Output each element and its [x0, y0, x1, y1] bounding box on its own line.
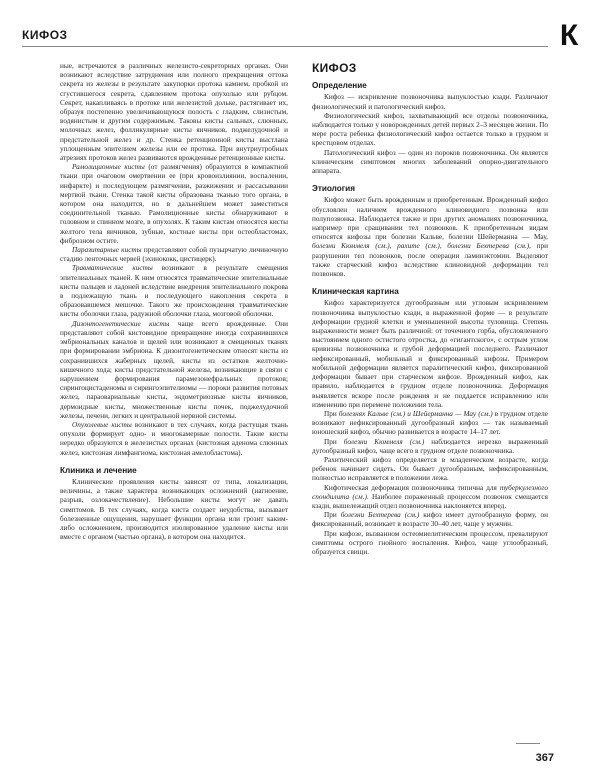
- index-letter-tab: К: [552, 18, 586, 54]
- section-0-paragraph: Кифоз — искривление позвоночника выпуклостью кзади. Различают физиологический и патологический кифоз.: [312, 93, 548, 111]
- article-title: КИФОЗ: [312, 61, 357, 75]
- section-0-paragraph: Физиологический кифоз, захватывающий все отделы позвоночника, наблюдается только у новорожденных детей первых 2–3 месяцев жизни. По мере роста ребенка физиологический кифоз остается только в грудном и крестцовом отделах.: [312, 111, 548, 148]
- header-divider: [22, 46, 548, 47]
- section-heading: Клиническая картина: [312, 287, 399, 297]
- left-column-section-paragraphs: [60, 478, 288, 542]
- left-column-paragraphs: [60, 62, 288, 458]
- section-2-paragraph: При болезни Бехтерева (см.) кифоз имеет дугообразную форму, он фиксированный, возникает в возрасте 30–40 лет, чаще у мужчин.: [312, 511, 548, 529]
- page-number: 367: [535, 752, 554, 764]
- section-2-paragraph: При кифозе, вызванном остеомиелитическим процессом, превалируют симптомы острого гнойного воспаления. Кифоз, чаще углообразный, образуется свищи.: [312, 529, 548, 556]
- running-header-title: КИФОЗ: [22, 28, 68, 42]
- section-2-paragraph: Рахитический кифоз определяется в младенческом возрасте, когда ребенок начинает сидеть. Он бывает дугообразным, нефиксированным, полностью исправляется в положении лежа.: [312, 455, 548, 483]
- left-column: [60, 62, 288, 542]
- section-heading: Определение: [312, 81, 367, 91]
- section-2-paragraph: При болезни Кюммеля (см.) наблюдается нерезко выраженный дугообразный кифоз, чаще всего в грудном отделе позвоночника.: [312, 437, 548, 455]
- clinic-treatment-paragraph: Клинические проявления кисты зависят от типа, локализации, величины, а также характера возникающих осложнений (нагноение, разрыв, озлокачествление). Небольшие кисты могут не давать симптомов. В тех случаях, когда киста создает неудобства, вызывает болезненные ощущения, нарушает функции органа или грозит каким-либо осложнением, производится изолированное удаление кисты или вместе с органом (частью органа), в котором она находится.: [60, 477, 288, 542]
- section-heading: Этиология: [312, 184, 355, 194]
- section-2-paragraph: Кифоз характеризуется дугообразным или угловым искривлением позвоночника выпуклостью кзади, в выраженной форме — в результате деформации грудной клетки и уменьшенной высоты туловища. Степень выраженности может быть различной: от точечного горба, обусловленного выстоянием одного остистого отростка, до «гигантского», с острым углом кривизны позвоночника и грубой деформацией последнего. Различают нефиксированный, мобильный и фиксированный кифозы. Примером мобильной деформации является паралитический кифоз, фиксированной деформации бывает при старческом кифозе. Врожденный кифоз, как правило, наблюдается в грудном отделе позвоночника. Деформация выявляется вскоре после рождения и не поддается исправлению или изменению при перемене положения тела.: [312, 299, 548, 409]
- page-number-divider: [516, 743, 540, 744]
- section-0-paragraph: Патологический кифоз — один из пороков позвоночника. Он является клиническим симптомом многих заболеваний опорно-двигательного аппарата.: [312, 148, 548, 176]
- right-column: [312, 62, 548, 557]
- left-column-paragraph: Дизонтогенетические кисты чаще всего врожденные. Они представляют собой кистовидное превращение иногда сохранившихся эмбриональных каналов и щелей или возникают в смещенных тканях при формировании эмбриона. К дизонтогенетическим относят кисты из сохранившихся жаберных щелей, кисты из остатков желточно-кишечного хода; кисты предстательной железы, возникающие в связи с нарушением формирования парамезонефральных протоков; сирингоцистаденомы и сирингоэпителиомы — пороки развития потовых желез, параовариальные кисты, эндометриозные кисты яичников, дермоидные кисты, множественные кисты почек, поджелудочной железы, печени, легких и центральной нервной системы.: [60, 319, 288, 420]
- left-column-paragraph: Травматические кисты возникают в результате смещения эпителиальных тканей. К ним относятся травматические эпителиальные кисты пальцев и ладоней вследствие внедрения эпителиального покрова в подлежащую ткань и последующего накопления секрета в образовавшемся мешочке. Такого же происхождения травматические кисты оболочки глаза, радужной оболочки глаза, мозговой оболочки.: [60, 264, 288, 319]
- section-2-paragraph: Кифотическая деформация позвоночника типична для туберкулезного спондилита (см.). Наиболее пораженный процессом позвонок смещается кзади, вышележащий отдел позвоночника наклоняется вперед.: [312, 483, 548, 510]
- right-column-sections: [312, 81, 548, 557]
- section-1-paragraph: Кифоз может быть врожденным и приобретенным. Врожденный кифоз обусловлен наличием врожденного клиновидного позвонка или полупозвонка. Наблюдается также и при других аномалиях позвоночника, например при сращивании тел позвонков. К приобретенным видам относятся кифозы при болезни Кальве, болезни Шейерманна — Мау, болезни Кюммеля (см.), рахите (см.), болезни Бехтерева (см.), при разрушении тел позвонков, после операции ламинэктомии. Выделяют также старческий кифоз вследствие клиновидной деформации тел позвонков.: [312, 196, 548, 279]
- left-column-paragraph: Опухолевые кисты возникают в тех случаях, когда растущая ткань опухоли формирует одно- и многокамерные полости. Такие кисты нередко образуются в железистых органах (кистозная аденома слюнных желез, кистозная лимфангиома, кистозная амелобластома).: [60, 420, 289, 457]
- left-column-paragraph: Паразитарные кисты представляют собой пузырчатую личиночную стадию ленточных червей (эхинококк, цистицерк).: [60, 246, 288, 264]
- left-column-paragraph: Рамолиционные кисты (от размягчения) образуются в компактной ткани при очаговом омертвении ее (при кровоизлиянии, воспалении, инфаркте) и последующем размягчении, разжижении и рассасывании мертвой ткани. Стенка такой кисты образована тканью того органа, в котором она находится, но в дальнейшем может заместиться соединительной тканью. Рамолиционные кисты обнаруживают в головном и спинном мозге, в опухолях. К таким кистам относятся кисты желтого тела яичников, зубные, костные кисты при остеобластомах, фиброзном остите.: [60, 163, 289, 245]
- left-column-paragraph: ные, встречаются в различных железисто-секреторных органах. Они возникают вследствие затруднения или полного прекращения оттока секрета из железы в результате закупорки протока камнем, пробкой из сгустившегося секрета, сдавлением протока опухолью или рубцом. Секрет, накапливаясь в протоке или железистой дольке, растягивает их, образуя постепенно увеличивающуюся полость с гладким, слизистым, водянистым и другим содержимым. Таковы кисты сальных, слюнных, молочных желез, фолликулярные кисты яичников, поджелудочной и предстательной желез и др. Стенка ретенционной кисты выстлана уплощенным эпителием железы или ее протока. При внутриутробных атрезиях протоков желез развиваются врожденные ретенционные кисты.: [60, 62, 288, 163]
- section-heading-clinic-treatment: Клиника и лечение: [60, 465, 137, 475]
- section-2-paragraph: При болезнях Кальве (см.) и Шейерманна — Мау (см.) в грудном отделе возникают нефиксированный дугообразный кифоз — так называемый юношеский кифоз, обычно развивается в возрасте 14–17 лет.: [312, 409, 548, 437]
